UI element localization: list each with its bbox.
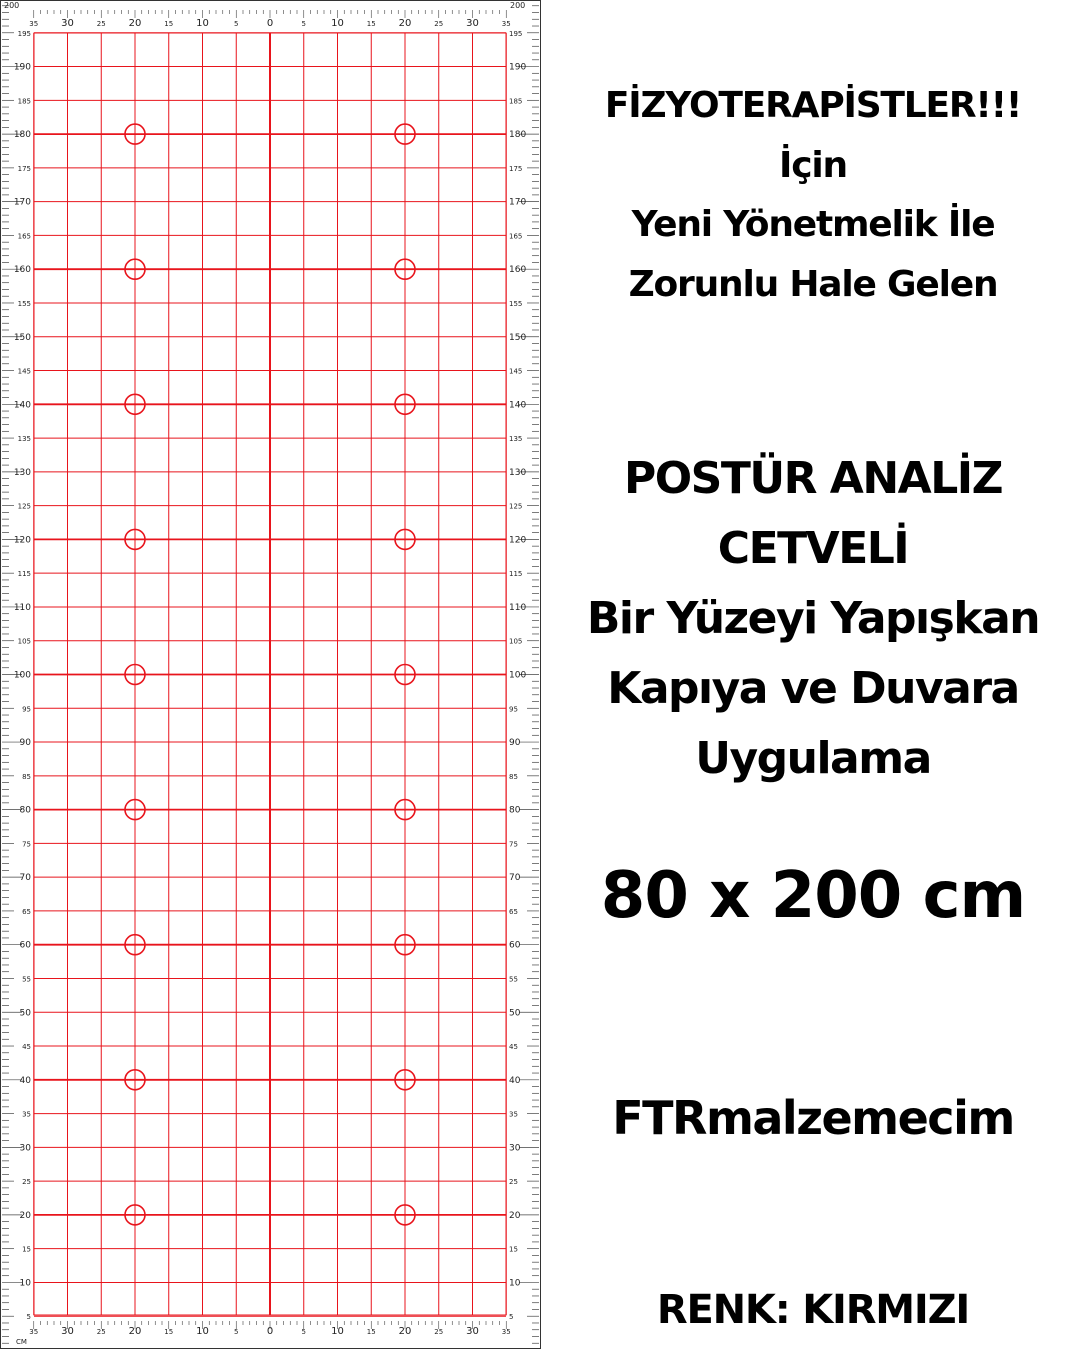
ruler-label-left: 175: [17, 164, 31, 173]
ruler-label-left: 170: [13, 197, 31, 208]
headline-line-3: Yeni Yönetmelik İle: [631, 204, 995, 245]
ruler-label-right: 175: [509, 164, 523, 173]
ruler-label-left: 100: [13, 670, 31, 681]
product-desc-line-1: Bir Yüzeyi Yapışkan: [586, 593, 1040, 644]
ruler-label-left: 40: [19, 1075, 31, 1086]
ruler-label-left: 90: [19, 738, 31, 749]
ruler-label-left: 80: [19, 805, 31, 816]
ruler-label-top: 20: [398, 18, 412, 29]
ruler-label-right: 30: [509, 1143, 521, 1154]
ruler-label-right: 185: [509, 97, 523, 106]
ruler-label-bottom: 30: [466, 1326, 479, 1337]
ruler-label-right: 125: [509, 502, 523, 511]
ruler-label-right: 155: [509, 299, 523, 308]
product-size: 80 x 200 cm: [600, 859, 1026, 933]
ruler-label-left: 50: [19, 1008, 31, 1019]
ruler-label-right: 10: [509, 1278, 521, 1289]
ruler-label-left: 120: [13, 535, 31, 546]
ruler-label-top: 15: [366, 20, 376, 28]
ruler-label-bottom: 25: [434, 1328, 444, 1336]
ruler-label-bottom: 25: [96, 1328, 106, 1336]
ruler-label-left: 185: [17, 97, 31, 106]
ruler-label-right: 95: [509, 705, 518, 714]
ruler-label-top: 15: [164, 20, 174, 28]
ruler-label-bottom: 20: [128, 1326, 142, 1337]
ruler-label-right: 165: [509, 232, 523, 241]
ruler-label-right: 190: [509, 62, 527, 73]
ruler-label-right: 170: [509, 197, 527, 208]
product-desc-line-2: Kapıya ve Duvara: [607, 663, 1019, 714]
product-copy: [552, 0, 1074, 1350]
color-note: RENK: KIRMIZI: [656, 1287, 970, 1333]
ruler-label-bottom: 10: [196, 1326, 209, 1337]
ruler-label-top: 0: [266, 18, 274, 29]
ruler-label-left: 145: [17, 367, 31, 376]
ruler-label-bottom: 35: [501, 1328, 511, 1336]
ruler-label-left: 70: [19, 873, 31, 884]
product-title-line-1: POSTÜR ANALİZ: [623, 453, 1003, 504]
ruler-label-left: 95: [22, 705, 31, 714]
ruler-top-label-left: 200: [4, 1, 20, 10]
ruler-label-right: 105: [509, 637, 523, 646]
ruler-label-left: 35: [22, 1110, 31, 1119]
ruler-label-left: 190: [13, 62, 31, 73]
ruler-label-left: 140: [13, 400, 31, 411]
ruler-label-left: 45: [22, 1043, 31, 1052]
ruler-label-right: 130: [509, 467, 527, 478]
ruler-label-left: 15: [22, 1245, 31, 1254]
ruler-label-top: 10: [331, 18, 344, 29]
ruler-label-right: 55: [509, 975, 518, 984]
ruler-label-right: 115: [509, 570, 523, 579]
ruler-label-right: 110: [509, 602, 527, 613]
ruler-label-left: 165: [17, 232, 31, 241]
ruler-label-left: 85: [22, 772, 31, 781]
ruler-label-right: 35: [509, 1110, 518, 1119]
ruler-label-right: 135: [509, 435, 523, 444]
ruler-label-right: 160: [509, 265, 527, 276]
ruler-label-left: 10: [19, 1278, 31, 1289]
ruler-label-left: 125: [17, 502, 31, 511]
ruler-label-left: 55: [22, 975, 31, 984]
ruler-label-right: 5: [509, 1313, 514, 1322]
ruler-label-left: 130: [13, 467, 31, 478]
ruler-label-left: 110: [13, 602, 31, 613]
ruler-label-right: 85: [509, 772, 518, 781]
ruler-label-left: 150: [13, 332, 31, 343]
ruler-label-top: 35: [29, 20, 39, 28]
ruler-label-right: 65: [509, 907, 518, 916]
headline-line-2: İçin: [779, 145, 847, 186]
headline-line-4: Zorunlu Hale Gelen: [628, 264, 998, 305]
ruler-label-left: 20: [19, 1210, 31, 1221]
ruler-label-bottom: 15: [366, 1328, 376, 1336]
ruler-label-top: 30: [466, 18, 479, 29]
ruler-label-top: 10: [196, 18, 209, 29]
ruler-label-bottom: 5: [301, 1328, 306, 1336]
ruler-label-right: 90: [509, 738, 521, 749]
ruler-label-top: 5: [301, 20, 306, 28]
ruler-label-right: 140: [509, 400, 527, 411]
ruler-label-right: 45: [509, 1043, 518, 1052]
ruler-label-left: 30: [19, 1143, 31, 1154]
ruler-label-left: 65: [22, 907, 31, 916]
ruler-label-right: 195: [509, 29, 523, 38]
ruler-label-right: 180: [509, 130, 527, 141]
ruler-label-right: 120: [509, 535, 527, 546]
ruler-label-right: 100: [509, 670, 527, 681]
ruler-label-left: 180: [13, 130, 31, 141]
ruler-label-bottom: 5: [234, 1328, 239, 1336]
ruler-label-bottom: 30: [61, 1326, 74, 1337]
ruler-label-right: 75: [509, 840, 518, 849]
ruler-label-bottom: 20: [398, 1326, 412, 1337]
ruler-label-right: 20: [509, 1210, 521, 1221]
ruler-label-right: 25: [509, 1178, 518, 1187]
ruler-label-left: 5: [26, 1313, 31, 1322]
ruler-label-top: 5: [234, 20, 239, 28]
ruler-unit-label: CM: [16, 1338, 27, 1346]
ruler-label-top: 25: [434, 20, 444, 28]
ruler-label-right: 150: [509, 332, 527, 343]
ruler-label-top: 35: [501, 20, 511, 28]
ruler-label-left: 75: [22, 840, 31, 849]
ruler-label-left: 155: [17, 299, 31, 308]
ruler-label-right: 80: [509, 805, 521, 816]
ruler-label-right: 60: [509, 940, 521, 951]
ruler-label-right: 15: [509, 1245, 518, 1254]
brand-name: FTRmalzemecim: [612, 1091, 1014, 1145]
ruler-label-bottom: 0: [266, 1326, 274, 1337]
ruler-label-left: 60: [19, 940, 31, 951]
ruler-label-left: 25: [22, 1178, 31, 1187]
ruler-label-left: 135: [17, 435, 31, 444]
ruler-label-left: 115: [17, 570, 31, 579]
ruler-label-left: 105: [17, 637, 31, 646]
ruler-label-top: 30: [61, 18, 74, 29]
ruler-label-right: 70: [509, 873, 521, 884]
ruler-label-bottom: 35: [29, 1328, 39, 1336]
ruler-label-top: 20: [128, 18, 142, 29]
product-desc-line-3: Uygulama: [695, 733, 931, 784]
ruler-label-right: 145: [509, 367, 523, 376]
headline-line-1: FİZYOTERAPİSTLER!!!: [604, 85, 1022, 126]
ruler-label-right: 40: [509, 1075, 521, 1086]
product-title-line-2: CETVELİ: [717, 523, 909, 574]
ruler-label-bottom: 15: [164, 1328, 174, 1336]
ruler-label-right: 50: [509, 1008, 521, 1019]
ruler-label-left: 195: [17, 29, 31, 38]
ruler-label-top: 25: [96, 20, 106, 28]
ruler-top-label-right: 200: [510, 1, 526, 10]
ruler-label-left: 160: [13, 265, 31, 276]
ruler-label-bottom: 10: [331, 1326, 344, 1337]
